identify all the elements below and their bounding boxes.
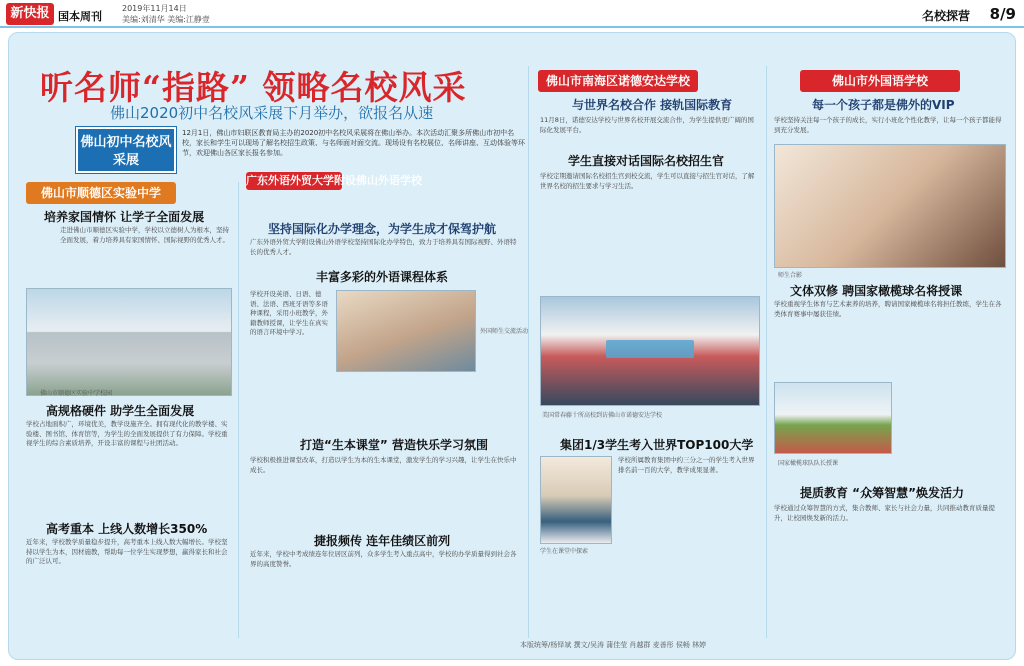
nanhai-sec2-title: 集团1/3学生考入世界TOP100大学 (560, 438, 754, 452)
nanhai-sec2-body: 学校所属教育集团中约三分之一的学生考入世界排名前一百的大学，教学成果显著。 (618, 456, 755, 474)
section-label: 名校探营 (921, 9, 970, 23)
sub-headline: 佛山2020初中名校风采展下月举办，欲报名从速 (110, 104, 434, 122)
column-divider (238, 182, 239, 638)
foreign-photo-caption: 师生合影 (778, 272, 803, 279)
foreign-sec1-title: 文体双修 聘国家橄榄球名将授课 (790, 284, 963, 298)
shunde-intro: 走进佛山市顺德区实验中学，学校以立德树人为根本，坚持全面发展，着力培养具有家国情怀、国际视野的优秀人才。 (60, 226, 229, 244)
shunde-title: 培养家国情怀 让学子全面发展 (44, 210, 205, 224)
footer-credits: 本版统筹/杨铎斌 撰文/吴涛 蒲佳莹 肖越群 麦善彤 侯畅 林婷 (520, 641, 707, 649)
nanhai-title: 与世界名校合作 接轨国际教育 (572, 98, 733, 112)
guangwai-sec2-body: 学校积极推进课堂改革，打造以学生为本的生本课堂，激发学生的学习兴趣，让学生在快乐中成长。 (250, 456, 517, 474)
foreign-title: 每一个孩子都是佛外的VIP (812, 98, 955, 112)
guangwai-intro: 广东外语外贸大学附设佛山外语学校坚持国际化办学特色，致力于培养具有国际视野、外语特长的优秀人才。 (250, 238, 517, 256)
foreign-sec2-title: 提质教育 “众筹智慧”焕发活力 (800, 486, 964, 500)
nanhai-sec1-title: 学生直接对话国际名校招生官 (568, 154, 725, 168)
column-divider (766, 66, 767, 638)
shunde-sec2-body: 近年来，学校教学质量稳步提升，高考重本上线人数大幅增长。学校坚持以学生为本，因材施教，帮助每一位学生实现梦想，赢得家长和社会的广泛认可。 (26, 538, 228, 565)
nanhai-sec1-body: 学校定期邀请国际名校招生官到校交流，学生可以直接与招生官对话，了解世界名校的招生要求与学习生活。 (540, 172, 755, 190)
main-headline: 听名师“指路” 领略名校风采 (40, 68, 467, 107)
shunde-sec1-title: 高规格硬件 助学生全面发展 (46, 404, 195, 418)
school-bar-guangwai: 广东外语外贸大学附设佛山外语学校 (246, 172, 342, 190)
school-bar-foreign: 佛山市外国语学校 (800, 70, 960, 92)
guangwai-sec2-title: 打造“生本课堂” 营造快乐学习氛围 (300, 438, 488, 452)
school-bar-shunde: 佛山市顺德区实验中学 (26, 182, 176, 204)
foreign-intro: 学校坚持关注每一个孩子的成长，实行小班化个性化教学，让每一个孩子都能得到充分发展。 (774, 116, 1002, 134)
newspaper-logo: 新快报 (6, 3, 54, 25)
guangwai-sec3-body: 近年来，学校中考成绩连年位居区前列，众多学生考入重点高中，学校的办学质量得到社会各界的高度赞誉。 (250, 550, 517, 568)
foreign-photo2-caption: 国家橄榄球队队长授课 (778, 460, 839, 467)
shunde-sec1-body: 学校占地面积广，环境优美，教学设施齐全。拥有现代化的教学楼、实验楼、图书馆、体育馆等，为学生的全面发展提供了有力保障。学校重视学生的综合素质培养，开设丰富的课程与社团活动。 (26, 420, 228, 447)
guangwai-sec1-title: 丰富多彩的外语课程体系 (316, 270, 449, 284)
nanhai-photo-caption: 美国常春藤十所高校到访佛山市诺德安达学校 (542, 412, 663, 419)
issue-date: 2019年11月14日 (122, 4, 187, 13)
school-bar-nanhai: 佛山市南海区诺德安达学校 (538, 70, 698, 92)
nanhai-intro: 11月8日，诺德安达学校与世界名校开展交流合作，为学生提供更广阔的国际化发展平台。 (540, 116, 754, 134)
foreign-sec2-body: 学校通过众筹智慧的方式，集合教师、家长与社会力量，共同推动教育质量提升，让校园焕发新的活力。 (774, 504, 995, 522)
foreign-teacher-photo (774, 144, 1006, 268)
guangwai-sec3-title: 捷报频传 连年佳绩区前列 (314, 534, 451, 548)
nanhai-photo2-caption: 学生在课堂中探索 (540, 548, 589, 555)
guangwai-class-photo (336, 290, 476, 372)
editor-credits: 美编:刘清华 美编:江静壹 (122, 15, 210, 24)
guangwai-sec1-body: 学校开设英语、日语、德语、法语、西班牙语等多语种课程，采用小班教学，外籍教师授课，让学生在真实的语言环境中学习。 (250, 290, 328, 336)
lead-paragraph: 12月1日，佛山市妇联区教育局主办的2020初中名校风采展将在佛山举办。本次活动汇聚多所佛山市初中名校，家长和学生可以现场了解名校招生政策、与名师面对面交流。现场设有名校展位、名师讲座、互动体验等环节，欢迎佛山各区家长报名参加。 (182, 129, 525, 157)
shunde-photo-caption: 佛山市顺德区实验中学校园 (40, 390, 113, 397)
foreign-rugby-photo (774, 382, 892, 454)
foreign-sec1-body: 学校重视学生体育与艺术素养的培养，聘请国家橄榄球名将担任教练，学生在各类体育赛事中屡获佳绩。 (774, 300, 1002, 318)
edition-name: 国本周刊 (58, 10, 102, 23)
nanhai-classroom-photo (540, 456, 612, 544)
shunde-sec2-title: 高考重本 上线人数增长350% (46, 522, 208, 536)
guangwai-title: 坚持国际化办学理念，为学生成才保驾护航 (268, 222, 497, 236)
nanhai-group-photo (540, 296, 760, 406)
photo-banner (606, 340, 693, 358)
shunde-campus-photo (26, 288, 232, 396)
expo-badge: 佛山初中名校风采展 (76, 127, 176, 173)
masthead (0, 0, 1024, 28)
column-divider (528, 66, 529, 638)
guangwai-photo-caption: 外国师生交流活动 (480, 328, 529, 335)
page-number: 8/9 (989, 5, 1016, 23)
